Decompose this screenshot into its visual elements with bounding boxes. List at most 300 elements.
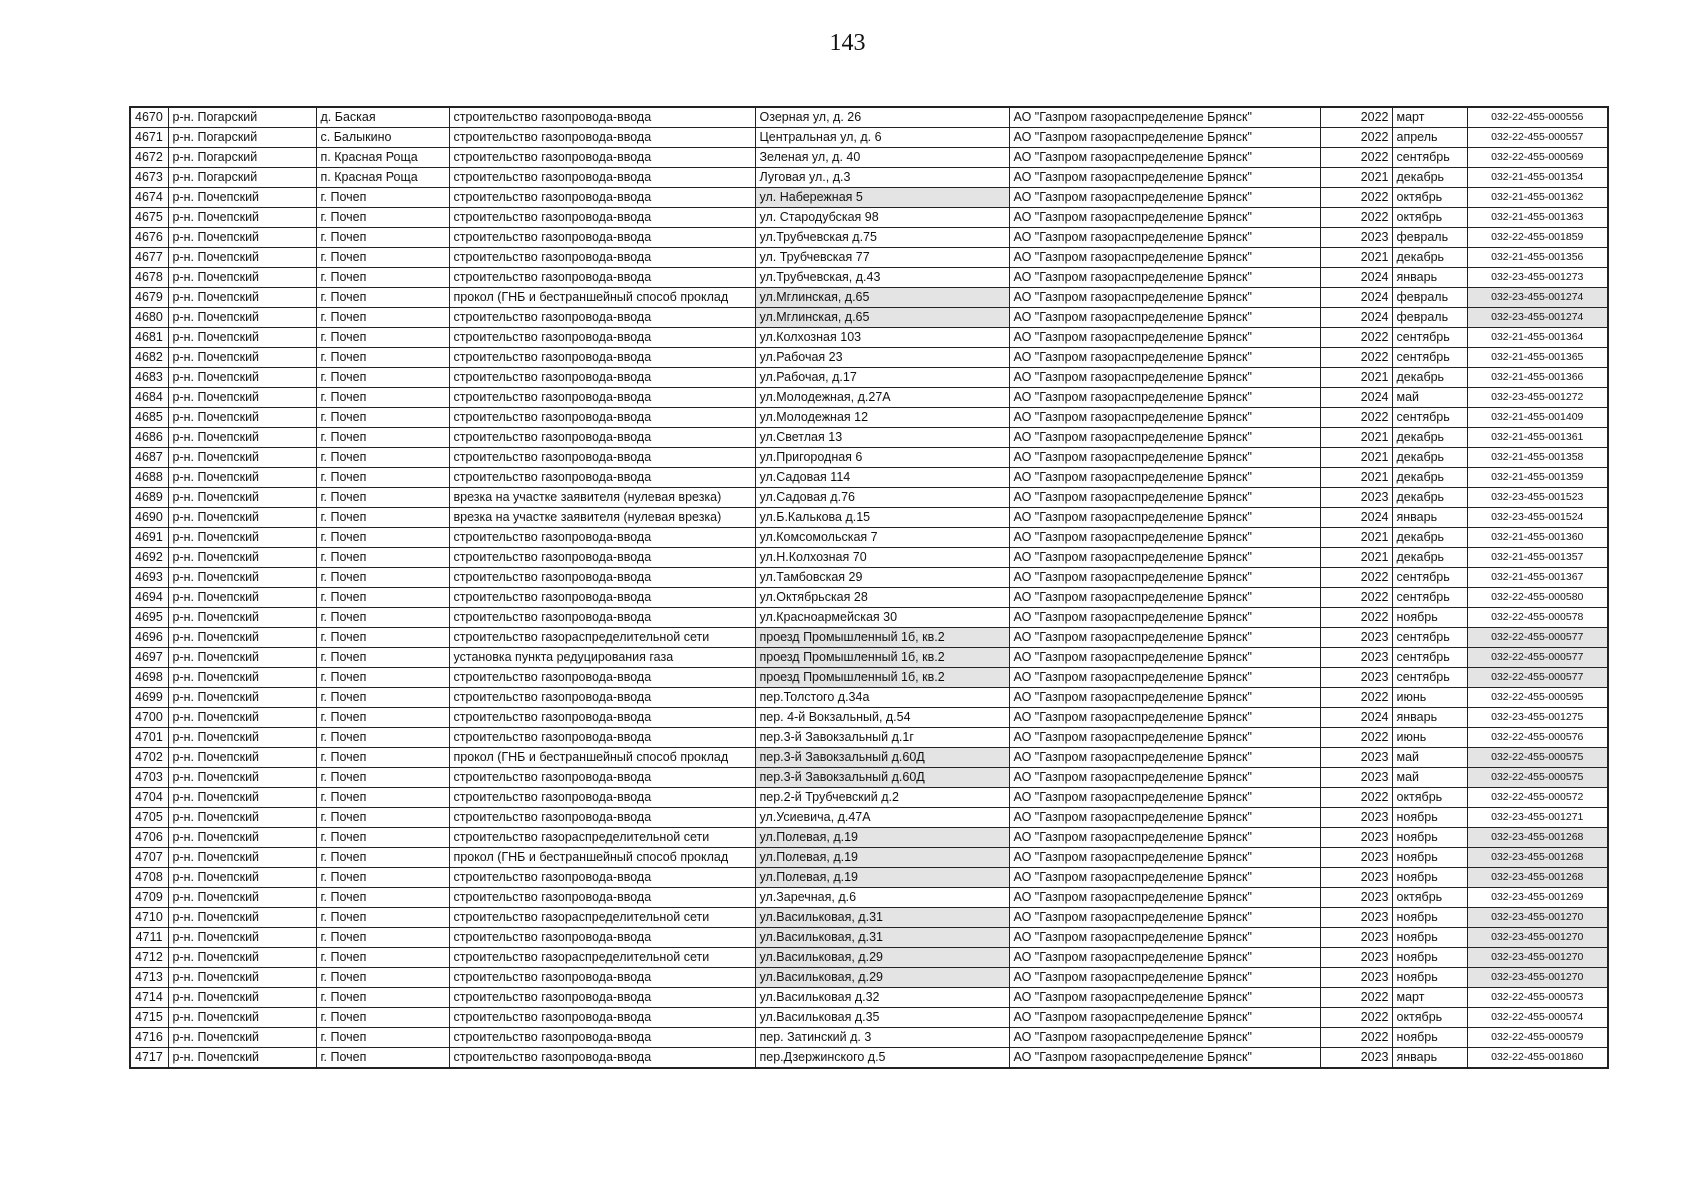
work-type-cell: строительство газопровода-ввода bbox=[449, 348, 755, 368]
organization-cell: АО "Газпром газораспределение Брянск" bbox=[1009, 1008, 1320, 1028]
code-cell: 032-21-455-001365 bbox=[1467, 348, 1608, 368]
table-row bbox=[130, 1028, 1608, 1048]
organization-cell: АО "Газпром газораспределение Брянск" bbox=[1009, 1048, 1320, 1069]
table-row bbox=[130, 328, 1608, 348]
code-cell: 032-23-455-001523 bbox=[1467, 488, 1608, 508]
address-cell: ул.Полевая, д.19 bbox=[755, 848, 1009, 868]
code-cell: 032-21-455-001366 bbox=[1467, 368, 1608, 388]
district-cell: р-н. Почепский bbox=[168, 308, 316, 328]
locality-cell: г. Почеп bbox=[316, 388, 449, 408]
organization-cell: АО "Газпром газораспределение Брянск" bbox=[1009, 148, 1320, 168]
table-row bbox=[130, 788, 1608, 808]
row-number: 4674 bbox=[130, 188, 168, 208]
work-type-cell: строительство газопровода-ввода bbox=[449, 208, 755, 228]
month-cell: сентябрь bbox=[1392, 348, 1467, 368]
row-number: 4670 bbox=[130, 107, 168, 128]
year-cell: 2023 bbox=[1320, 868, 1392, 888]
month-cell: июнь bbox=[1392, 688, 1467, 708]
row-number: 4717 bbox=[130, 1048, 168, 1069]
table-row bbox=[130, 188, 1608, 208]
district-cell: р-н. Почепский bbox=[168, 568, 316, 588]
code-cell: 032-21-455-001360 bbox=[1467, 528, 1608, 548]
year-cell: 2021 bbox=[1320, 468, 1392, 488]
year-cell: 2023 bbox=[1320, 668, 1392, 688]
table-row bbox=[130, 268, 1608, 288]
month-cell: ноябрь bbox=[1392, 968, 1467, 988]
locality-cell: г. Почеп bbox=[316, 568, 449, 588]
district-cell: р-н. Почепский bbox=[168, 868, 316, 888]
district-cell: р-н. Почепский bbox=[168, 268, 316, 288]
locality-cell: г. Почеп bbox=[316, 288, 449, 308]
district-cell: р-н. Почепский bbox=[168, 208, 316, 228]
code-cell: 032-22-455-000576 bbox=[1467, 728, 1608, 748]
year-cell: 2022 bbox=[1320, 348, 1392, 368]
district-cell: р-н. Почепский bbox=[168, 728, 316, 748]
code-cell: 032-23-455-001270 bbox=[1467, 968, 1608, 988]
year-cell: 2024 bbox=[1320, 308, 1392, 328]
month-cell: июнь bbox=[1392, 728, 1467, 748]
table-row bbox=[130, 388, 1608, 408]
row-number: 4682 bbox=[130, 348, 168, 368]
address-cell: пер.3-й Завокзальный д.1г bbox=[755, 728, 1009, 748]
district-cell: р-н. Почепский bbox=[168, 888, 316, 908]
work-type-cell: строительство газопровода-ввода bbox=[449, 308, 755, 328]
work-type-cell: строительство газопровода-ввода bbox=[449, 468, 755, 488]
work-type-cell: строительство газопровода-ввода bbox=[449, 228, 755, 248]
month-cell: ноябрь bbox=[1392, 808, 1467, 828]
year-cell: 2021 bbox=[1320, 448, 1392, 468]
table-row bbox=[130, 228, 1608, 248]
work-type-cell: строительство газопровода-ввода bbox=[449, 148, 755, 168]
code-cell: 032-22-455-000595 bbox=[1467, 688, 1608, 708]
address-cell: ул.Васильковая, д.29 bbox=[755, 948, 1009, 968]
address-cell: ул.Октябрьская 28 bbox=[755, 588, 1009, 608]
locality-cell: г. Почеп bbox=[316, 908, 449, 928]
organization-cell: АО "Газпром газораспределение Брянск" bbox=[1009, 768, 1320, 788]
locality-cell: г. Почеп bbox=[316, 868, 449, 888]
table-row bbox=[130, 208, 1608, 228]
row-number: 4706 bbox=[130, 828, 168, 848]
organization-cell: АО "Газпром газораспределение Брянск" bbox=[1009, 968, 1320, 988]
work-type-cell: строительство газопровода-ввода bbox=[449, 1048, 755, 1069]
month-cell: декабрь bbox=[1392, 548, 1467, 568]
table-row bbox=[130, 668, 1608, 688]
month-cell: февраль bbox=[1392, 228, 1467, 248]
locality-cell: с. Балыкино bbox=[316, 128, 449, 148]
page-number: 143 bbox=[829, 30, 866, 56]
district-cell: р-н. Почепский bbox=[168, 328, 316, 348]
code-cell: 032-23-455-001268 bbox=[1467, 868, 1608, 888]
code-cell: 032-23-455-001268 bbox=[1467, 828, 1608, 848]
address-cell: Луговая ул., д.3 bbox=[755, 168, 1009, 188]
locality-cell: г. Почеп bbox=[316, 248, 449, 268]
district-cell: р-н. Почепский bbox=[168, 848, 316, 868]
code-cell: 032-23-455-001270 bbox=[1467, 948, 1608, 968]
address-cell: ул.Красноармейская 30 bbox=[755, 608, 1009, 628]
work-type-cell: строительство газопровода-ввода bbox=[449, 568, 755, 588]
row-number: 4715 bbox=[130, 1008, 168, 1028]
organization-cell: АО "Газпром газораспределение Брянск" bbox=[1009, 488, 1320, 508]
year-cell: 2021 bbox=[1320, 168, 1392, 188]
table-row bbox=[130, 128, 1608, 148]
code-cell: 032-22-455-000579 bbox=[1467, 1028, 1608, 1048]
address-cell: ул.Тамбовская 29 bbox=[755, 568, 1009, 588]
locality-cell: г. Почеп bbox=[316, 1008, 449, 1028]
row-number: 4684 bbox=[130, 388, 168, 408]
year-cell: 2021 bbox=[1320, 528, 1392, 548]
month-cell: сентябрь bbox=[1392, 648, 1467, 668]
organization-cell: АО "Газпром газораспределение Брянск" bbox=[1009, 708, 1320, 728]
district-cell: р-н. Почепский bbox=[168, 988, 316, 1008]
month-cell: октябрь bbox=[1392, 788, 1467, 808]
code-cell: 032-23-455-001275 bbox=[1467, 708, 1608, 728]
year-cell: 2023 bbox=[1320, 848, 1392, 868]
month-cell: сентябрь bbox=[1392, 148, 1467, 168]
district-cell: р-н. Погарский bbox=[168, 107, 316, 128]
code-cell: 032-23-455-001273 bbox=[1467, 268, 1608, 288]
work-type-cell: строительство газопровода-ввода bbox=[449, 1028, 755, 1048]
row-number: 4708 bbox=[130, 868, 168, 888]
district-cell: р-н. Погарский bbox=[168, 128, 316, 148]
address-cell: ул.Васильковая, д.31 bbox=[755, 928, 1009, 948]
table-row bbox=[130, 748, 1608, 768]
district-cell: р-н. Почепский bbox=[168, 908, 316, 928]
row-number: 4716 bbox=[130, 1028, 168, 1048]
work-type-cell: строительство газопровода-ввода bbox=[449, 368, 755, 388]
address-cell: ул. Трубчевская 77 bbox=[755, 248, 1009, 268]
locality-cell: г. Почеп bbox=[316, 888, 449, 908]
row-number: 4683 bbox=[130, 368, 168, 388]
code-cell: 032-22-455-000577 bbox=[1467, 668, 1608, 688]
month-cell: ноябрь bbox=[1392, 848, 1467, 868]
address-cell: ул. Набережная 5 bbox=[755, 188, 1009, 208]
organization-cell: АО "Газпром газораспределение Брянск" bbox=[1009, 868, 1320, 888]
address-cell: пер.Толстого д.34а bbox=[755, 688, 1009, 708]
district-cell: р-н. Почепский bbox=[168, 748, 316, 768]
year-cell: 2023 bbox=[1320, 748, 1392, 768]
row-number: 4679 bbox=[130, 288, 168, 308]
month-cell: январь bbox=[1392, 268, 1467, 288]
district-cell: р-н. Почепский bbox=[168, 348, 316, 368]
code-cell: 032-22-455-000578 bbox=[1467, 608, 1608, 628]
code-cell: 032-21-455-001359 bbox=[1467, 468, 1608, 488]
organization-cell: АО "Газпром газораспределение Брянск" bbox=[1009, 388, 1320, 408]
row-number: 4671 bbox=[130, 128, 168, 148]
row-number: 4709 bbox=[130, 888, 168, 908]
address-cell: ул.Трубчевская д.75 bbox=[755, 228, 1009, 248]
locality-cell: г. Почеп bbox=[316, 508, 449, 528]
code-cell: 032-23-455-001274 bbox=[1467, 308, 1608, 328]
locality-cell: г. Почеп bbox=[316, 328, 449, 348]
work-type-cell: строительство газопровода-ввода bbox=[449, 428, 755, 448]
locality-cell: г. Почеп bbox=[316, 228, 449, 248]
month-cell: ноябрь bbox=[1392, 908, 1467, 928]
table-row bbox=[130, 408, 1608, 428]
table-row bbox=[130, 808, 1608, 828]
work-type-cell: строительство газопровода-ввода bbox=[449, 968, 755, 988]
organization-cell: АО "Газпром газораспределение Брянск" bbox=[1009, 168, 1320, 188]
table-row bbox=[130, 888, 1608, 908]
organization-cell: АО "Газпром газораспределение Брянск" bbox=[1009, 548, 1320, 568]
table-row bbox=[130, 768, 1608, 788]
table-row bbox=[130, 428, 1608, 448]
table-row bbox=[130, 1048, 1608, 1069]
address-cell: ул.Васильковая д.32 bbox=[755, 988, 1009, 1008]
row-number: 4714 bbox=[130, 988, 168, 1008]
code-cell: 032-23-455-001524 bbox=[1467, 508, 1608, 528]
row-number: 4688 bbox=[130, 468, 168, 488]
table-row bbox=[130, 468, 1608, 488]
row-number: 4711 bbox=[130, 928, 168, 948]
month-cell: сентябрь bbox=[1392, 408, 1467, 428]
address-cell: ул.Колхозная 103 bbox=[755, 328, 1009, 348]
gas-connection-table bbox=[129, 106, 1609, 1069]
year-cell: 2022 bbox=[1320, 1028, 1392, 1048]
district-cell: р-н. Почепский bbox=[168, 788, 316, 808]
month-cell: октябрь bbox=[1392, 888, 1467, 908]
work-type-cell: строительство газопровода-ввода bbox=[449, 988, 755, 1008]
table-row bbox=[130, 148, 1608, 168]
address-cell: проезд Промышленный 1б, кв.2 bbox=[755, 668, 1009, 688]
table-row bbox=[130, 368, 1608, 388]
year-cell: 2023 bbox=[1320, 828, 1392, 848]
year-cell: 2024 bbox=[1320, 508, 1392, 528]
table-row bbox=[130, 608, 1608, 628]
address-cell: ул.Рабочая, д.17 bbox=[755, 368, 1009, 388]
address-cell: ул.Комсомольская 7 bbox=[755, 528, 1009, 548]
year-cell: 2023 bbox=[1320, 968, 1392, 988]
organization-cell: АО "Газпром газораспределение Брянск" bbox=[1009, 308, 1320, 328]
work-type-cell: строительство газопровода-ввода bbox=[449, 188, 755, 208]
year-cell: 2023 bbox=[1320, 1048, 1392, 1069]
work-type-cell: строительство газопровода-ввода bbox=[449, 548, 755, 568]
year-cell: 2023 bbox=[1320, 228, 1392, 248]
year-cell: 2022 bbox=[1320, 188, 1392, 208]
district-cell: р-н. Почепский bbox=[168, 968, 316, 988]
row-number: 4699 bbox=[130, 688, 168, 708]
year-cell: 2022 bbox=[1320, 107, 1392, 128]
address-cell: пер.2-й Трубчевский д.2 bbox=[755, 788, 1009, 808]
year-cell: 2022 bbox=[1320, 1008, 1392, 1028]
work-type-cell: строительство газопровода-ввода bbox=[449, 808, 755, 828]
locality-cell: г. Почеп bbox=[316, 408, 449, 428]
month-cell: ноябрь bbox=[1392, 1028, 1467, 1048]
work-type-cell: прокол (ГНБ и бестраншейный способ проклад bbox=[449, 848, 755, 868]
address-cell: ул.Васильковая, д.29 bbox=[755, 968, 1009, 988]
month-cell: январь bbox=[1392, 1048, 1467, 1069]
district-cell: р-н. Почепский bbox=[168, 508, 316, 528]
address-cell: ул.Молодежная 12 bbox=[755, 408, 1009, 428]
code-cell: 032-23-455-001274 bbox=[1467, 288, 1608, 308]
year-cell: 2021 bbox=[1320, 428, 1392, 448]
code-cell: 032-21-455-001364 bbox=[1467, 328, 1608, 348]
work-type-cell: строительство газопровода-ввода bbox=[449, 1008, 755, 1028]
year-cell: 2022 bbox=[1320, 328, 1392, 348]
district-cell: р-н. Почепский bbox=[168, 948, 316, 968]
year-cell: 2023 bbox=[1320, 808, 1392, 828]
code-cell: 032-21-455-001367 bbox=[1467, 568, 1608, 588]
work-type-cell: строительство газопровода-ввода bbox=[449, 168, 755, 188]
table-row bbox=[130, 107, 1608, 128]
organization-cell: АО "Газпром газораспределение Брянск" bbox=[1009, 268, 1320, 288]
organization-cell: АО "Газпром газораспределение Брянск" bbox=[1009, 988, 1320, 1008]
address-cell: ул.Мглинская, д.65 bbox=[755, 308, 1009, 328]
month-cell: сентябрь bbox=[1392, 668, 1467, 688]
year-cell: 2021 bbox=[1320, 548, 1392, 568]
code-cell: 032-23-455-001269 bbox=[1467, 888, 1608, 908]
locality-cell: г. Почеп bbox=[316, 828, 449, 848]
table-row bbox=[130, 988, 1608, 1008]
row-number: 4678 bbox=[130, 268, 168, 288]
month-cell: декабрь bbox=[1392, 488, 1467, 508]
work-type-cell: строительство газопровода-ввода bbox=[449, 388, 755, 408]
year-cell: 2022 bbox=[1320, 608, 1392, 628]
organization-cell: АО "Газпром газораспределение Брянск" bbox=[1009, 348, 1320, 368]
organization-cell: АО "Газпром газораспределение Брянск" bbox=[1009, 1028, 1320, 1048]
district-cell: р-н. Почепский bbox=[168, 548, 316, 568]
district-cell: р-н. Почепский bbox=[168, 388, 316, 408]
year-cell: 2022 bbox=[1320, 568, 1392, 588]
table-row bbox=[130, 448, 1608, 468]
row-number: 4695 bbox=[130, 608, 168, 628]
row-number: 4681 bbox=[130, 328, 168, 348]
work-type-cell: строительство газопровода-ввода bbox=[449, 608, 755, 628]
address-cell: ул.Молодежная, д.27А bbox=[755, 388, 1009, 408]
code-cell: 032-22-455-000575 bbox=[1467, 748, 1608, 768]
work-type-cell: врезка на участке заявителя (нулевая врезка) bbox=[449, 488, 755, 508]
organization-cell: АО "Газпром газораспределение Брянск" bbox=[1009, 508, 1320, 528]
locality-cell: г. Почеп bbox=[316, 448, 449, 468]
locality-cell: п. Красная Роща bbox=[316, 148, 449, 168]
code-cell: 032-22-455-000574 bbox=[1467, 1008, 1608, 1028]
code-cell: 032-21-455-001356 bbox=[1467, 248, 1608, 268]
organization-cell: АО "Газпром газораспределение Брянск" bbox=[1009, 788, 1320, 808]
row-number: 4672 bbox=[130, 148, 168, 168]
table-row bbox=[130, 708, 1608, 728]
row-number: 4694 bbox=[130, 588, 168, 608]
month-cell: ноябрь bbox=[1392, 608, 1467, 628]
district-cell: р-н. Почепский bbox=[168, 288, 316, 308]
work-type-cell: строительство газопровода-ввода bbox=[449, 708, 755, 728]
table-row bbox=[130, 688, 1608, 708]
locality-cell: г. Почеп bbox=[316, 668, 449, 688]
month-cell: декабрь bbox=[1392, 468, 1467, 488]
organization-cell: АО "Газпром газораспределение Брянск" bbox=[1009, 368, 1320, 388]
work-type-cell: строительство газораспределительной сети bbox=[449, 828, 755, 848]
address-cell: ул.Рабочая 23 bbox=[755, 348, 1009, 368]
locality-cell: г. Почеп bbox=[316, 928, 449, 948]
locality-cell: г. Почеп bbox=[316, 948, 449, 968]
locality-cell: г. Почеп bbox=[316, 708, 449, 728]
locality-cell: г. Почеп bbox=[316, 748, 449, 768]
work-type-cell: строительство газопровода-ввода bbox=[449, 448, 755, 468]
organization-cell: АО "Газпром газораспределение Брянск" bbox=[1009, 408, 1320, 428]
code-cell: 032-22-455-000569 bbox=[1467, 148, 1608, 168]
address-cell: ул.Усиевича, д.47А bbox=[755, 808, 1009, 828]
month-cell: апрель bbox=[1392, 128, 1467, 148]
year-cell: 2022 bbox=[1320, 208, 1392, 228]
work-type-cell: строительство газопровода-ввода bbox=[449, 928, 755, 948]
locality-cell: г. Почеп bbox=[316, 728, 449, 748]
district-cell: р-н. Почепский bbox=[168, 528, 316, 548]
code-cell: 032-23-455-001270 bbox=[1467, 928, 1608, 948]
district-cell: р-н. Почепский bbox=[168, 928, 316, 948]
year-cell: 2022 bbox=[1320, 988, 1392, 1008]
address-cell: пер. 4-й Вокзальный, д.54 bbox=[755, 708, 1009, 728]
month-cell: ноябрь bbox=[1392, 868, 1467, 888]
year-cell: 2023 bbox=[1320, 648, 1392, 668]
work-type-cell: строительство газопровода-ввода bbox=[449, 128, 755, 148]
locality-cell: п. Красная Роща bbox=[316, 168, 449, 188]
district-cell: р-н. Почепский bbox=[168, 628, 316, 648]
row-number: 4702 bbox=[130, 748, 168, 768]
month-cell: январь bbox=[1392, 708, 1467, 728]
organization-cell: АО "Газпром газораспределение Брянск" bbox=[1009, 328, 1320, 348]
organization-cell: АО "Газпром газораспределение Брянск" bbox=[1009, 668, 1320, 688]
year-cell: 2024 bbox=[1320, 268, 1392, 288]
table-row bbox=[130, 308, 1608, 328]
address-cell: ул.Полевая, д.19 bbox=[755, 828, 1009, 848]
month-cell: февраль bbox=[1392, 308, 1467, 328]
work-type-cell: строительство газопровода-ввода bbox=[449, 668, 755, 688]
locality-cell: г. Почеп bbox=[316, 688, 449, 708]
organization-cell: АО "Газпром газораспределение Брянск" bbox=[1009, 888, 1320, 908]
address-cell: ул.Заречная, д.6 bbox=[755, 888, 1009, 908]
work-type-cell: строительство газопровода-ввода bbox=[449, 268, 755, 288]
address-cell: пер. Затинский д. 3 bbox=[755, 1028, 1009, 1048]
row-number: 4701 bbox=[130, 728, 168, 748]
code-cell: 032-22-455-000572 bbox=[1467, 788, 1608, 808]
locality-cell: г. Почеп bbox=[316, 648, 449, 668]
organization-cell: АО "Газпром газораспределение Брянск" bbox=[1009, 188, 1320, 208]
locality-cell: г. Почеп bbox=[316, 428, 449, 448]
year-cell: 2023 bbox=[1320, 928, 1392, 948]
row-number: 4698 bbox=[130, 668, 168, 688]
work-type-cell: прокол (ГНБ и бестраншейный способ проклад bbox=[449, 748, 755, 768]
locality-cell: г. Почеп bbox=[316, 988, 449, 1008]
work-type-cell: строительство газопровода-ввода bbox=[449, 408, 755, 428]
table-row bbox=[130, 588, 1608, 608]
address-cell: Озерная ул, д. 26 bbox=[755, 107, 1009, 128]
work-type-cell: строительство газопровода-ввода bbox=[449, 248, 755, 268]
row-number: 4690 bbox=[130, 508, 168, 528]
table-row bbox=[130, 968, 1608, 988]
row-number: 4680 bbox=[130, 308, 168, 328]
address-cell: ул.Садовая 114 bbox=[755, 468, 1009, 488]
work-type-cell: строительство газопровода-ввода bbox=[449, 868, 755, 888]
district-cell: р-н. Погарский bbox=[168, 148, 316, 168]
code-cell: 032-22-455-000575 bbox=[1467, 768, 1608, 788]
organization-cell: АО "Газпром газораспределение Брянск" bbox=[1009, 608, 1320, 628]
code-cell: 032-22-455-000556 bbox=[1467, 107, 1608, 128]
organization-cell: АО "Газпром газораспределение Брянск" bbox=[1009, 908, 1320, 928]
month-cell: декабрь bbox=[1392, 448, 1467, 468]
address-cell: ул.Пригородная 6 bbox=[755, 448, 1009, 468]
row-number: 4691 bbox=[130, 528, 168, 548]
month-cell: декабрь bbox=[1392, 368, 1467, 388]
work-type-cell: строительство газопровода-ввода bbox=[449, 107, 755, 128]
row-number: 4697 bbox=[130, 648, 168, 668]
district-cell: р-н. Почепский bbox=[168, 648, 316, 668]
district-cell: р-н. Почепский bbox=[168, 428, 316, 448]
work-type-cell: строительство газопровода-ввода bbox=[449, 768, 755, 788]
address-cell: ул.Васильковая, д.31 bbox=[755, 908, 1009, 928]
month-cell: ноябрь bbox=[1392, 928, 1467, 948]
organization-cell: АО "Газпром газораспределение Брянск" bbox=[1009, 128, 1320, 148]
organization-cell: АО "Газпром газораспределение Брянск" bbox=[1009, 928, 1320, 948]
year-cell: 2023 bbox=[1320, 768, 1392, 788]
work-type-cell: прокол (ГНБ и бестраншейный способ проклад bbox=[449, 288, 755, 308]
